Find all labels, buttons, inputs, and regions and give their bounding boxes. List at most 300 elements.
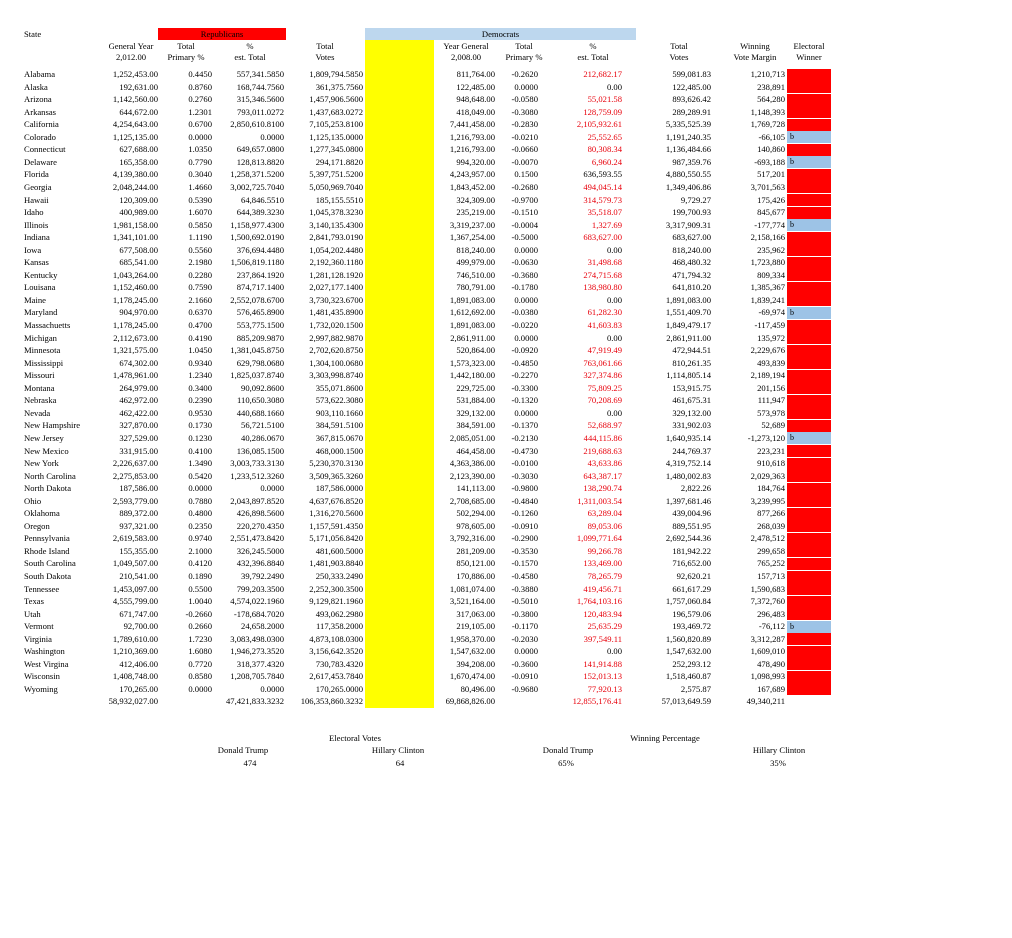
cell-de: 35,518.07 bbox=[587, 207, 622, 218]
cell-de: 0.00 bbox=[606, 332, 622, 343]
cell-de: 274,715.68 bbox=[583, 269, 622, 280]
cell-re: 1,381,045.8750 bbox=[230, 345, 284, 356]
cell-dt: 2,861,911.00 bbox=[666, 332, 711, 343]
cell-rt: 3,140,135.4300 bbox=[309, 219, 363, 230]
cell-rt: 1,054,202.4480 bbox=[309, 244, 363, 255]
republican-winner-cell bbox=[787, 144, 831, 156]
cell-dp: 0.1500 bbox=[514, 169, 538, 180]
cell-rg: 1,125,135.00 bbox=[112, 131, 158, 142]
cell-dp: -0.0920 bbox=[511, 345, 538, 356]
cell-dt: 244,769.37 bbox=[672, 445, 711, 456]
cell-re: 644,389.3230 bbox=[236, 207, 284, 218]
cell-dp: -0.2130 bbox=[511, 432, 538, 443]
cell-dt: 1,191,240.35 bbox=[665, 131, 711, 142]
total-rep-est: 47,421,833.3232 bbox=[225, 696, 284, 706]
cell-re: 3,002,725.7040 bbox=[230, 181, 284, 192]
cell-re: 0.0000 bbox=[260, 131, 284, 142]
cell-dg: 1,367,254.00 bbox=[449, 232, 495, 243]
cell-rg: 1,043,264.00 bbox=[112, 269, 158, 280]
cell-rp: 0.6370 bbox=[188, 307, 212, 318]
cell-dp: -0.9680 bbox=[511, 683, 538, 694]
cell-re: -178,684.7020 bbox=[233, 608, 284, 619]
cell-de: 763,061.66 bbox=[583, 357, 622, 368]
cell-re: 376,694.4480 bbox=[236, 244, 284, 255]
state-name: Nebraska bbox=[24, 395, 57, 406]
cell-rp: 0.6700 bbox=[188, 119, 212, 130]
cell-rt: 3,730,323.6700 bbox=[309, 294, 363, 305]
cell-rg: 674,302.00 bbox=[119, 357, 158, 368]
cell-rt: 5,230,370.3130 bbox=[309, 458, 363, 469]
cell-rp: 0.1890 bbox=[188, 571, 212, 581]
cell-de: 419,456.71 bbox=[583, 583, 622, 594]
cell-m: 765,252 bbox=[757, 558, 785, 569]
cell-rp: 0.3400 bbox=[188, 382, 212, 393]
democrat-winner-cell bbox=[787, 307, 831, 319]
republican-winner-cell bbox=[787, 420, 831, 432]
cell-dp: -0.1320 bbox=[511, 395, 538, 406]
cell-dp: -0.9800 bbox=[511, 483, 538, 494]
cell-dt: 893,626.42 bbox=[672, 94, 711, 105]
dem-total-primary-header: Total Primary % bbox=[505, 41, 543, 62]
cell-dp: -0.0004 bbox=[511, 219, 538, 230]
cell-dg: 3,319,237.00 bbox=[449, 219, 495, 230]
cell-dt: 810,261.35 bbox=[672, 357, 711, 368]
cell-dp: -0.5000 bbox=[511, 232, 538, 243]
cell-rg: 904,970.00 bbox=[119, 307, 158, 318]
cell-dt: 2,822.26 bbox=[680, 483, 711, 494]
state-name: Nevada bbox=[24, 407, 51, 418]
cell-m: 3,239,995 bbox=[750, 495, 785, 506]
cell-de: 80,308.34 bbox=[587, 144, 622, 155]
cell-rp: 0.2280 bbox=[188, 269, 212, 280]
cell-dg: 1,216,793.00 bbox=[449, 131, 495, 142]
cell-dt: 4,880,550.55 bbox=[665, 169, 711, 180]
state-name: Michigan bbox=[24, 332, 57, 343]
cell-dp: 0.0000 bbox=[514, 332, 538, 343]
cell-m: 1,210,713 bbox=[750, 69, 785, 79]
cell-dg: 1,216,793.00 bbox=[449, 144, 495, 155]
democrat-winner-cell bbox=[787, 131, 831, 143]
cell-rt: 1,481,435.8900 bbox=[309, 307, 363, 318]
rep-total-primary-header: Total Primary % bbox=[167, 41, 205, 62]
cell-dt: 331,902.03 bbox=[672, 420, 711, 431]
cell-rp: 1.2340 bbox=[188, 370, 212, 381]
cell-rt: 2,027,177.1400 bbox=[309, 282, 363, 293]
republican-winner-cell bbox=[787, 181, 831, 193]
cell-dt: 329,132.00 bbox=[672, 407, 711, 418]
cell-rg: 671,747.00 bbox=[119, 608, 158, 619]
state-name: Arkansas bbox=[24, 106, 56, 117]
cell-dp: -0.0910 bbox=[511, 671, 538, 682]
cell-de: 52,688.97 bbox=[587, 420, 622, 431]
cell-rg: 1,321,575.00 bbox=[112, 345, 158, 356]
state-name: Connecticut bbox=[24, 144, 66, 155]
cell-m: 140,860 bbox=[757, 144, 785, 155]
cell-dt: 1,640,935.14 bbox=[665, 432, 711, 443]
cell-de: 1,099,771.64 bbox=[576, 533, 622, 544]
cell-re: 1,233,512.3260 bbox=[230, 470, 284, 481]
cell-dg: 1,958,370.00 bbox=[449, 633, 495, 644]
cell-dp: -0.2900 bbox=[511, 533, 538, 544]
cell-de: 43,633.86 bbox=[587, 458, 622, 469]
cell-rg: 644,672.00 bbox=[119, 106, 158, 117]
cell-m: -66,105 bbox=[758, 131, 785, 142]
cell-re: 315,346.5600 bbox=[236, 94, 284, 105]
cell-rp: 0.1230 bbox=[188, 432, 212, 443]
cell-dt: 122,485.00 bbox=[672, 81, 711, 92]
cell-m: 1,148,393 bbox=[750, 106, 785, 117]
cell-rg: 1,178,245.00 bbox=[112, 320, 158, 330]
cell-dg: 141,113.00 bbox=[456, 483, 495, 494]
cell-re: 1,946,273.3520 bbox=[230, 646, 284, 657]
cell-dp: -0.3530 bbox=[511, 545, 538, 556]
pct-trump-label: Donald Trump bbox=[542, 745, 594, 755]
cell-de: 141,914.88 bbox=[583, 658, 622, 669]
cell-rt: 1,732,020.1500 bbox=[309, 320, 363, 330]
cell-dg: 229,725.00 bbox=[456, 382, 495, 393]
cell-dp: -0.4840 bbox=[511, 495, 538, 506]
democrat-winner-cell bbox=[787, 621, 831, 633]
cell-re: 2,043,897.8520 bbox=[230, 495, 284, 506]
cell-rp: 0.4700 bbox=[188, 320, 212, 330]
cell-rg: 1,049,507.00 bbox=[112, 558, 158, 569]
cell-m: -69,974 bbox=[758, 307, 785, 318]
cell-dg: 502,294.00 bbox=[456, 508, 495, 519]
cell-dt: 1,891,083.00 bbox=[665, 294, 711, 305]
republican-winner-cell bbox=[787, 445, 831, 457]
cell-m: 3,701,563 bbox=[750, 181, 785, 192]
cell-rt: 2,617,453.7840 bbox=[309, 671, 363, 682]
cell-dg: 7,441,458.00 bbox=[449, 119, 495, 130]
state-name: New York bbox=[24, 458, 59, 469]
cell-dt: 3,317,909.31 bbox=[665, 219, 711, 230]
republican-winner-cell bbox=[787, 483, 831, 495]
cell-dt: 472,944.51 bbox=[672, 345, 711, 356]
cell-dt: 1,849,479.17 bbox=[665, 320, 711, 330]
cell-re: 1,500,692.0190 bbox=[230, 232, 284, 243]
cell-re: 220,270.4350 bbox=[236, 520, 284, 531]
cell-rt: 1,457,906.5600 bbox=[309, 94, 363, 105]
winner-marker: b bbox=[790, 157, 794, 167]
rep-est-total-header: % est. Total bbox=[234, 41, 266, 62]
cell-dg: 80,496.00 bbox=[460, 683, 495, 694]
cell-rg: 400,989.00 bbox=[119, 207, 158, 218]
winning-margin-header: Winning Vote Margin bbox=[733, 41, 777, 62]
clinton-winning-pct: 35% bbox=[770, 758, 786, 768]
cell-dg: 1,670,474.00 bbox=[449, 671, 495, 682]
state-name: Wisconsin bbox=[24, 671, 60, 682]
state-name: Alaska bbox=[24, 81, 48, 92]
cell-de: 99,266.78 bbox=[587, 545, 622, 556]
cell-dt: 661,617.29 bbox=[672, 583, 711, 594]
cell-m: 268,039 bbox=[757, 520, 785, 531]
cell-rt: 185,155.5510 bbox=[315, 194, 363, 205]
cell-m: -76,112 bbox=[758, 621, 785, 632]
cell-rg: 2,112,673.00 bbox=[113, 332, 158, 343]
cell-dp: -0.0580 bbox=[511, 94, 538, 105]
cell-dg: 1,573,323.00 bbox=[449, 357, 495, 368]
cell-dg: 122,485.00 bbox=[456, 81, 495, 92]
cell-rg: 327,870.00 bbox=[119, 420, 158, 431]
cell-dg: 3,792,316.00 bbox=[449, 533, 495, 544]
winner-marker: b bbox=[790, 307, 794, 317]
state-name: Delaware bbox=[24, 156, 57, 167]
cell-re: 793,011.0272 bbox=[237, 106, 284, 117]
cell-dt: 1,560,820.89 bbox=[665, 633, 711, 644]
cell-dp: -0.0660 bbox=[511, 144, 538, 155]
cell-rp: 0.2660 bbox=[188, 621, 212, 632]
republican-winner-cell bbox=[787, 470, 831, 482]
state-name: Montana bbox=[24, 382, 55, 393]
cell-dg: 948,648.00 bbox=[456, 94, 495, 105]
cell-rp: 0.4800 bbox=[188, 508, 212, 519]
state-name: Pennsylvania bbox=[24, 533, 70, 544]
cell-re: 2,551,473.8420 bbox=[230, 533, 284, 544]
cell-re: 4,574,022.1960 bbox=[230, 596, 284, 607]
cell-m: 7,372,760 bbox=[750, 596, 785, 607]
cell-re: 1,825,037.8740 bbox=[230, 370, 284, 381]
republican-winner-cell bbox=[787, 533, 831, 545]
cell-dp: -0.3030 bbox=[511, 470, 538, 481]
cell-rp: 0.4120 bbox=[188, 558, 212, 569]
cell-rt: 7,105,253.8100 bbox=[309, 119, 363, 130]
cell-m: 2,029,363 bbox=[750, 470, 785, 481]
cell-de: 78,265.79 bbox=[587, 571, 622, 581]
cell-rg: 4,555,799.00 bbox=[112, 596, 158, 607]
republican-winner-cell bbox=[787, 320, 831, 332]
cell-dp: -0.1510 bbox=[511, 207, 538, 218]
republican-winner-cell bbox=[787, 282, 831, 294]
cell-dt: 1,349,406.86 bbox=[665, 181, 711, 192]
state-name: New Mexico bbox=[24, 445, 69, 456]
cell-dg: 2,861,911.00 bbox=[450, 332, 495, 343]
republican-winner-cell bbox=[787, 608, 831, 620]
cell-dg: 520,864.00 bbox=[456, 345, 495, 356]
cell-dt: 1,136,484.66 bbox=[665, 144, 711, 155]
cell-dp: -0.0070 bbox=[511, 156, 538, 167]
republican-winner-cell bbox=[787, 370, 831, 382]
cell-de: 25,635.29 bbox=[587, 621, 622, 632]
cell-m: 52,689 bbox=[761, 420, 785, 431]
cell-rg: 210,541.00 bbox=[119, 571, 158, 581]
cell-dg: 235,219.00 bbox=[456, 207, 495, 218]
cell-dp: -0.5010 bbox=[511, 596, 538, 607]
cell-rp: 1.2301 bbox=[188, 106, 212, 117]
cell-re: 40,286.0670 bbox=[241, 432, 284, 443]
cell-de: 444,115.86 bbox=[583, 432, 622, 443]
cell-re: 2,552,078.6700 bbox=[230, 294, 284, 305]
cell-rp: 1.7230 bbox=[188, 633, 212, 644]
cell-rg: 327,529.00 bbox=[119, 432, 158, 443]
cell-m: 564,280 bbox=[757, 94, 785, 105]
cell-dp: -0.1370 bbox=[511, 420, 538, 431]
cell-dg: 1,442,180.00 bbox=[449, 370, 495, 381]
clinton-electoral-votes: 64 bbox=[395, 758, 405, 768]
cell-dg: 499,979.00 bbox=[456, 257, 495, 268]
winner-marker: b bbox=[790, 220, 794, 230]
cell-rg: 889,372.00 bbox=[119, 508, 158, 519]
cell-rp: 2.1000 bbox=[188, 545, 212, 556]
cell-m: 1,098,993 bbox=[750, 671, 785, 682]
cell-rp: 0.7880 bbox=[188, 495, 212, 506]
cell-dg: 780,791.00 bbox=[456, 282, 495, 293]
cell-rp: 0.3040 bbox=[188, 169, 212, 180]
cell-rt: 730,783.4320 bbox=[315, 658, 363, 669]
cell-rp: -0.2660 bbox=[185, 608, 212, 619]
cell-de: 2,105,932.61 bbox=[576, 119, 622, 130]
cell-re: 2,850,610.8100 bbox=[230, 119, 284, 130]
cell-rg: 192,631.00 bbox=[119, 81, 158, 92]
cell-de: 138,290.74 bbox=[583, 483, 622, 494]
republican-winner-cell bbox=[787, 633, 831, 645]
trump-electoral-votes: 474 bbox=[243, 758, 257, 768]
cell-rt: 187,586.0000 bbox=[315, 483, 363, 494]
cell-de: 1,764,103.16 bbox=[576, 596, 622, 607]
cell-rg: 1,408,748.00 bbox=[112, 671, 158, 682]
cell-rg: 1,453,097.00 bbox=[112, 583, 158, 594]
cell-rt: 493,062.2980 bbox=[315, 608, 363, 619]
state-name: Alabama bbox=[24, 69, 56, 79]
cell-re: 318,377.4320 bbox=[236, 658, 284, 669]
cell-rg: 1,142,560.00 bbox=[112, 94, 158, 105]
cell-de: 0.00 bbox=[606, 244, 622, 255]
cell-rp: 0.5850 bbox=[188, 219, 212, 230]
cell-re: 3,083,498.0300 bbox=[230, 633, 284, 644]
cell-rp: 0.8580 bbox=[188, 671, 212, 682]
cell-rt: 294,171.8820 bbox=[315, 156, 363, 167]
cell-dp: -0.4730 bbox=[511, 445, 538, 456]
cell-rp: 1.3490 bbox=[188, 458, 212, 469]
cell-dg: 1,547,632.00 bbox=[449, 646, 495, 657]
cell-rp: 0.5500 bbox=[188, 583, 212, 594]
republican-winner-cell bbox=[787, 596, 831, 608]
cell-dt: 1,518,460.87 bbox=[665, 671, 711, 682]
republicans-header: Republicans bbox=[200, 29, 244, 39]
republican-winner-cell bbox=[787, 244, 831, 256]
cell-rp: 0.8760 bbox=[188, 81, 212, 92]
republican-winner-cell bbox=[787, 294, 831, 306]
cell-rg: 412,406.00 bbox=[119, 658, 158, 669]
republican-winner-cell bbox=[787, 683, 831, 695]
cell-rg: 2,048,244.00 bbox=[112, 181, 158, 192]
state-name: Georgia bbox=[24, 181, 52, 192]
cell-rt: 2,192,360.1180 bbox=[309, 257, 363, 268]
state-name: Minnesota bbox=[24, 345, 61, 356]
cell-rg: 1,178,245.00 bbox=[112, 294, 158, 305]
rep-total-votes-header: Total Votes bbox=[315, 41, 335, 62]
cell-dt: 289,289.91 bbox=[672, 106, 711, 117]
republican-winner-cell bbox=[787, 382, 831, 394]
cell-dp: -0.0910 bbox=[511, 520, 538, 531]
cell-de: 63,289.04 bbox=[587, 508, 622, 519]
cell-dg: 317,063.00 bbox=[456, 608, 495, 619]
cell-rt: 170,265.0000 bbox=[315, 683, 363, 694]
cell-re: 0.0000 bbox=[260, 483, 284, 494]
winner-marker: b bbox=[790, 621, 794, 631]
cell-m: 493,839 bbox=[757, 357, 785, 368]
cell-rg: 462,972.00 bbox=[119, 395, 158, 406]
cell-dp: -0.2270 bbox=[511, 370, 538, 381]
cell-rp: 0.5560 bbox=[188, 244, 212, 255]
cell-m: 845,677 bbox=[757, 207, 785, 218]
cell-rt: 2,252,300.3500 bbox=[309, 583, 363, 594]
total-dem-est: 12,855,176.41 bbox=[572, 696, 622, 706]
republican-winner-cell bbox=[787, 671, 831, 683]
state-name: Maine bbox=[24, 294, 46, 305]
cell-rt: 1,437,683.0272 bbox=[309, 106, 363, 117]
cell-dt: 5,335,525.39 bbox=[665, 119, 711, 130]
cell-dg: 1,891,083.00 bbox=[449, 294, 495, 305]
cell-de: 314,579.73 bbox=[583, 194, 622, 205]
cell-de: 133,469.00 bbox=[583, 558, 622, 569]
cell-de: 55,021.58 bbox=[587, 94, 622, 105]
cell-rt: 355,071.8600 bbox=[315, 382, 363, 393]
cell-dp: -0.0630 bbox=[511, 257, 538, 268]
cell-rt: 384,591.5100 bbox=[315, 420, 363, 431]
cell-dg: 281,209.00 bbox=[456, 545, 495, 556]
cell-dg: 219,105.00 bbox=[456, 621, 495, 632]
cell-m: 2,478,512 bbox=[750, 533, 785, 544]
cell-rt: 367,815.0670 bbox=[315, 432, 363, 443]
cell-rt: 1,157,591.4350 bbox=[309, 520, 363, 531]
cell-dt: 1,114,805.14 bbox=[666, 370, 711, 381]
cell-dp: -0.9700 bbox=[511, 194, 538, 205]
cell-m: 235,962 bbox=[757, 244, 785, 255]
cell-rg: 331,915.00 bbox=[119, 445, 158, 456]
cell-m: -1,273,120 bbox=[747, 432, 785, 443]
cell-de: 219,688.63 bbox=[583, 445, 622, 456]
cell-m: -693,188 bbox=[754, 156, 785, 167]
cell-rp: 0.2760 bbox=[188, 94, 212, 105]
cell-rg: 685,541.00 bbox=[119, 257, 158, 268]
cell-m: 910,618 bbox=[757, 458, 785, 469]
cell-re: 39,792.2490 bbox=[241, 571, 284, 581]
cell-m: 175,426 bbox=[757, 194, 785, 205]
state-name: Mississippi bbox=[24, 357, 64, 368]
cell-re: 1,158,977.4300 bbox=[230, 219, 284, 230]
cell-rt: 573,622.3080 bbox=[315, 395, 363, 406]
cell-dt: 153,915.75 bbox=[672, 382, 711, 393]
cell-re: 576,465.8900 bbox=[236, 307, 284, 318]
cell-dt: 1,551,409.70 bbox=[665, 307, 711, 318]
cell-rt: 117,358.2000 bbox=[316, 621, 363, 632]
cell-rp: 1.6080 bbox=[188, 646, 212, 657]
cell-rp: 0.7590 bbox=[188, 282, 212, 293]
cell-dp: -0.3880 bbox=[511, 583, 538, 594]
cell-re: 1,208,705.7840 bbox=[230, 671, 284, 682]
state-name: Missouri bbox=[24, 370, 55, 381]
cell-re: 136,085.1500 bbox=[236, 445, 284, 456]
cell-dt: 92,620.21 bbox=[676, 571, 711, 581]
state-name: New Hampshire bbox=[24, 420, 81, 431]
cell-rg: 1,981,158.00 bbox=[112, 219, 158, 230]
cell-de: 61,282.30 bbox=[587, 307, 622, 318]
cell-rt: 1,125,135.0000 bbox=[309, 131, 363, 142]
cell-rp: 1.0350 bbox=[188, 144, 212, 155]
cell-dp: -0.0210 bbox=[511, 131, 538, 142]
cell-dg: 2,123,390.00 bbox=[449, 470, 495, 481]
state-name: Idaho bbox=[24, 207, 44, 218]
cell-rp: 2.1980 bbox=[188, 257, 212, 268]
cell-de: 0.00 bbox=[606, 81, 622, 92]
cell-rg: 4,139,380.00 bbox=[112, 169, 158, 180]
cell-dg: 850,121.00 bbox=[456, 558, 495, 569]
state-header: State bbox=[24, 29, 42, 39]
highlighted-column[interactable] bbox=[365, 40, 434, 708]
cell-dg: 1,891,083.00 bbox=[449, 320, 495, 330]
cell-m: 157,713 bbox=[757, 571, 785, 581]
state-name: Hawaii bbox=[24, 194, 49, 205]
